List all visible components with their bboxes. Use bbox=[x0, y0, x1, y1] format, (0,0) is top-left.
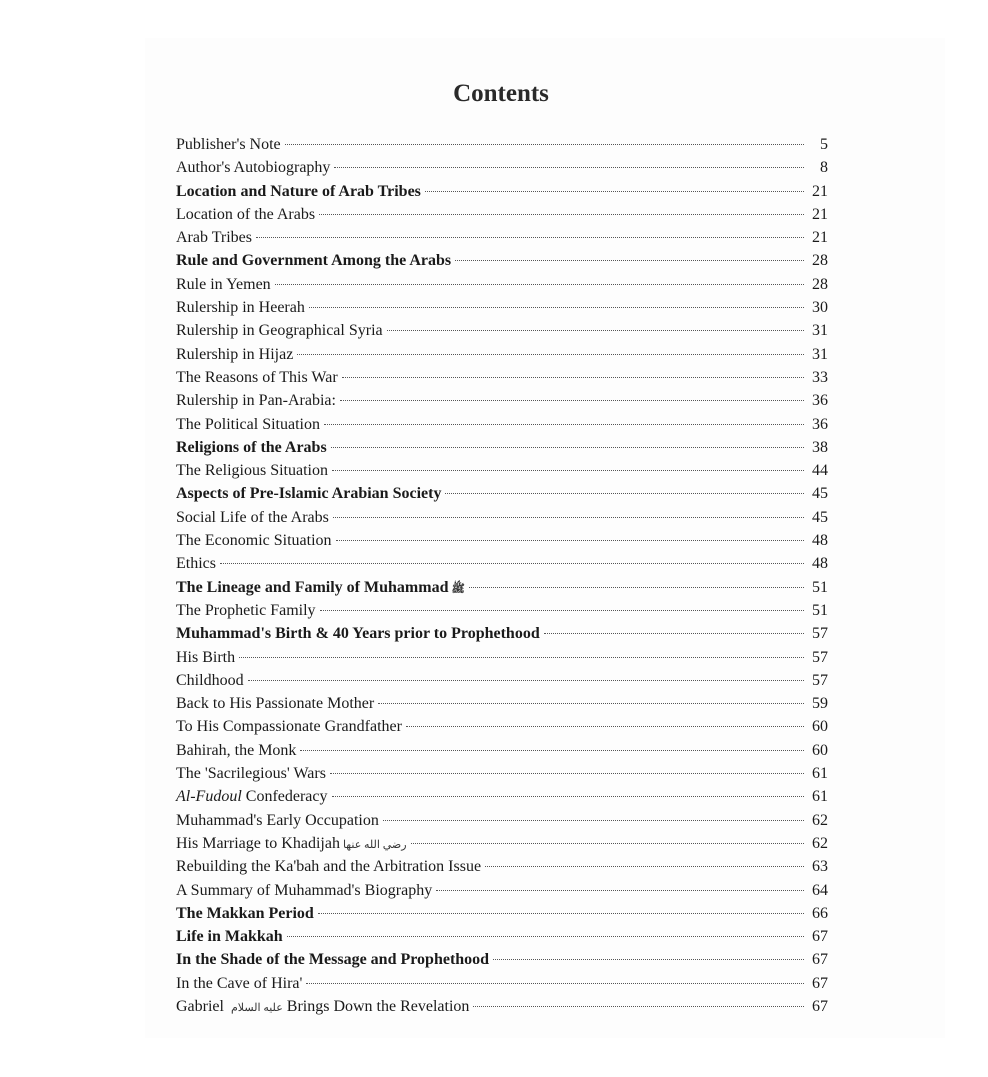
honorific-glyph: عليه السلام bbox=[230, 1001, 283, 1014]
toc-entry-title bbox=[176, 389, 336, 412]
toc-entry bbox=[176, 762, 828, 785]
toc-entry-title bbox=[176, 669, 244, 692]
toc-page-number: 44 bbox=[812, 462, 828, 480]
toc-section-heading bbox=[176, 249, 828, 272]
dot-leader bbox=[332, 470, 804, 471]
toc-entry-text: Arab Tribes bbox=[176, 229, 253, 247]
toc-entry-text: To His Compassionate Grandfather bbox=[176, 718, 402, 736]
toc-entry bbox=[176, 552, 828, 575]
toc-page-number: 28 bbox=[812, 252, 828, 270]
toc-page-number: 59 bbox=[812, 695, 828, 713]
toc-page-number: 51 bbox=[812, 601, 828, 619]
toc-entry-text: Rule in Yemen bbox=[176, 275, 271, 293]
toc-entry-title bbox=[176, 715, 402, 738]
dot-leader bbox=[297, 354, 804, 355]
toc-entry-text: Social Life of the Arabs bbox=[176, 508, 329, 526]
toc-entry bbox=[176, 995, 828, 1018]
toc-entry-text: The Makkan Period bbox=[176, 904, 314, 922]
toc-entry-text: Childhood bbox=[176, 671, 244, 689]
toc-entry-title bbox=[176, 832, 407, 857]
dot-leader bbox=[383, 820, 804, 821]
toc-page-number: 57 bbox=[812, 671, 828, 689]
toc-section-heading bbox=[176, 622, 828, 645]
toc-entry-text: Rebuilding the Ka'bah and the Arbitration Issue bbox=[176, 858, 482, 876]
dot-leader bbox=[320, 610, 804, 611]
toc-entry bbox=[176, 296, 828, 319]
toc-page-number: 61 bbox=[812, 788, 828, 806]
toc-entry-title bbox=[176, 948, 489, 971]
toc-entry-title bbox=[176, 529, 332, 552]
toc-entry-title bbox=[176, 785, 328, 808]
toc-entry bbox=[176, 692, 828, 715]
toc-page-number: 36 bbox=[812, 392, 828, 410]
toc-entry-text: The 'Sacrilegious' Wars bbox=[176, 765, 326, 783]
toc-entry bbox=[176, 599, 828, 622]
dot-leader bbox=[332, 796, 805, 797]
toc-page-number: 62 bbox=[812, 834, 828, 852]
toc-entry bbox=[176, 203, 828, 226]
dot-leader bbox=[319, 214, 804, 215]
toc-entry-title bbox=[176, 692, 374, 715]
toc-entry-text: Bahirah, the Monk bbox=[176, 741, 297, 759]
toc-entry-text: Rulership in Pan-Arabia: bbox=[176, 392, 336, 410]
toc-entry-title bbox=[176, 133, 281, 156]
toc-entry-text: Rule and Government Among the Arabs bbox=[176, 252, 452, 270]
toc-page-number: 67 bbox=[812, 951, 828, 969]
table-of-contents bbox=[176, 133, 828, 1018]
toc-page-number: 57 bbox=[812, 625, 828, 643]
toc-page-number: 51 bbox=[812, 578, 828, 596]
toc-entry-text: The Lineage and Family of Muhammad bbox=[176, 578, 449, 596]
toc-entry bbox=[176, 459, 828, 482]
toc-entry bbox=[176, 785, 828, 808]
toc-entry-italic-prefix: Al-Fudoul bbox=[176, 788, 242, 806]
toc-entry-title bbox=[176, 855, 481, 878]
dot-leader bbox=[300, 750, 804, 751]
toc-page-number: 5 bbox=[820, 136, 828, 153]
dot-leader bbox=[340, 400, 804, 401]
dot-leader bbox=[342, 377, 804, 378]
toc-entry-title bbox=[176, 902, 314, 925]
toc-entry-title bbox=[176, 436, 327, 459]
toc-page-number: 45 bbox=[812, 485, 828, 503]
toc-entry-text: Author's Autobiography bbox=[176, 159, 331, 177]
honorific-glyph: ﷺ bbox=[451, 582, 465, 595]
toc-section-heading bbox=[176, 576, 828, 599]
toc-entry-text: The Prophetic Family bbox=[176, 601, 316, 619]
toc-page-number: 31 bbox=[812, 345, 828, 363]
toc-entry-text: Religions of the Arabs bbox=[176, 438, 327, 456]
toc-entry-title bbox=[176, 646, 235, 669]
toc-entry-title bbox=[176, 552, 216, 575]
toc-entry-title bbox=[176, 319, 383, 342]
toc-page-number: 21 bbox=[812, 205, 828, 223]
toc-page-number: 45 bbox=[812, 508, 828, 526]
dot-leader bbox=[248, 680, 804, 681]
toc-entry-text: The Political Situation bbox=[176, 415, 320, 433]
toc-entry-title bbox=[176, 156, 330, 179]
honorific-glyph: رضي الله عنها bbox=[342, 838, 407, 851]
toc-entry-text: A Summary of Muhammad's Biography bbox=[176, 881, 433, 899]
toc-entry-title bbox=[176, 622, 540, 645]
toc-page-number: 31 bbox=[812, 322, 828, 340]
toc-entry-title bbox=[176, 459, 328, 482]
dot-leader bbox=[324, 424, 804, 425]
toc-entry-text-suffix: Brings Down the Revelation bbox=[282, 997, 470, 1015]
toc-entry-title bbox=[176, 226, 252, 249]
toc-page-number: 60 bbox=[812, 718, 828, 736]
toc-page-number: 66 bbox=[812, 904, 828, 922]
dot-leader bbox=[333, 517, 804, 518]
toc-entry-title bbox=[176, 925, 283, 948]
toc-section-heading bbox=[176, 902, 828, 925]
toc-section-heading bbox=[176, 180, 828, 203]
toc-page-number: 21 bbox=[812, 229, 828, 247]
dot-leader bbox=[306, 983, 804, 984]
dot-leader bbox=[336, 540, 804, 541]
toc-page-number: 48 bbox=[812, 555, 828, 573]
toc-entry-title bbox=[176, 296, 305, 319]
toc-page-number: 61 bbox=[812, 765, 828, 783]
dot-leader bbox=[285, 144, 804, 145]
toc-entry bbox=[176, 319, 828, 342]
toc-page-number: 60 bbox=[812, 741, 828, 759]
toc-entry-text: The Economic Situation bbox=[176, 532, 332, 550]
toc-page-number: 67 bbox=[812, 974, 828, 992]
dot-leader bbox=[445, 493, 804, 494]
toc-entry-title bbox=[176, 739, 296, 762]
toc-entry-title bbox=[176, 180, 421, 203]
toc-entry-title bbox=[176, 366, 338, 389]
toc-section-heading bbox=[176, 925, 828, 948]
toc-entry bbox=[176, 529, 828, 552]
toc-page-number: 38 bbox=[812, 438, 828, 456]
toc-entry-title bbox=[176, 576, 465, 601]
toc-entry-text: Rulership in Hijaz bbox=[176, 345, 294, 363]
dot-leader bbox=[425, 191, 804, 192]
dot-leader bbox=[331, 447, 804, 448]
toc-entry-title bbox=[176, 995, 469, 1020]
dot-leader bbox=[220, 563, 804, 564]
dot-leader bbox=[287, 936, 804, 937]
toc-page-number: 33 bbox=[812, 368, 828, 386]
toc-entry-title bbox=[176, 273, 271, 296]
toc-entry-title bbox=[176, 599, 316, 622]
toc-entry-title bbox=[176, 762, 326, 785]
toc-entry bbox=[176, 855, 828, 878]
toc-entry-title bbox=[176, 203, 315, 226]
toc-section-heading bbox=[176, 482, 828, 505]
toc-entry bbox=[176, 156, 828, 179]
toc-page-number: 67 bbox=[812, 997, 828, 1015]
toc-entry bbox=[176, 809, 828, 832]
dot-leader bbox=[455, 260, 804, 261]
toc-section-heading bbox=[176, 948, 828, 971]
toc-page-number: 8 bbox=[820, 159, 828, 177]
toc-page-number: 48 bbox=[812, 532, 828, 550]
dot-leader bbox=[469, 587, 804, 588]
toc-entry-title bbox=[176, 413, 320, 436]
toc-entry-title bbox=[176, 482, 441, 505]
toc-entry-title bbox=[176, 249, 451, 272]
toc-section-heading bbox=[176, 436, 828, 459]
toc-entry-text: The Reasons of This War bbox=[176, 368, 338, 386]
toc-page-number: 67 bbox=[812, 928, 828, 946]
toc-entry bbox=[176, 413, 828, 436]
dot-leader bbox=[485, 866, 804, 867]
toc-entry bbox=[176, 133, 828, 156]
toc-entry-title bbox=[176, 879, 432, 902]
toc-entry-text: Location and Nature of Arab Tribes bbox=[176, 182, 421, 200]
toc-entry-text: Muhammad's Early Occupation bbox=[176, 811, 379, 829]
toc-entry-text: His Marriage to Khadijah bbox=[176, 834, 340, 852]
toc-entry-title bbox=[176, 972, 302, 995]
toc-entry bbox=[176, 669, 828, 692]
toc-entry bbox=[176, 832, 828, 855]
toc-entry-text: Publisher's Note bbox=[176, 136, 281, 153]
dot-leader bbox=[309, 307, 804, 308]
toc-entry-text: His Birth bbox=[176, 648, 236, 666]
dot-leader bbox=[334, 167, 804, 168]
toc-page-number: 64 bbox=[812, 881, 828, 899]
toc-entry-text: Confederacy bbox=[245, 788, 328, 806]
dot-leader bbox=[544, 633, 804, 634]
dot-leader bbox=[411, 843, 804, 844]
toc-page-number: 28 bbox=[812, 275, 828, 293]
dot-leader bbox=[406, 726, 804, 727]
toc-entry bbox=[176, 343, 828, 366]
toc-entry-text: In the Cave of Hira' bbox=[176, 974, 303, 992]
toc-entry bbox=[176, 715, 828, 738]
toc-entry-title bbox=[176, 809, 379, 832]
toc-page-number: 57 bbox=[812, 648, 828, 666]
toc-entry bbox=[176, 646, 828, 669]
dot-leader bbox=[387, 330, 804, 331]
dot-leader bbox=[436, 890, 804, 891]
toc-entry-title bbox=[176, 343, 293, 366]
toc-page-number: 62 bbox=[812, 811, 828, 829]
dot-leader bbox=[275, 284, 804, 285]
toc-entry-text: Ethics bbox=[176, 555, 216, 573]
toc-entry bbox=[176, 879, 828, 902]
dot-leader bbox=[473, 1006, 804, 1007]
toc-entry-title bbox=[176, 506, 329, 529]
dot-leader bbox=[239, 657, 804, 658]
toc-page-number: 63 bbox=[812, 858, 828, 876]
toc-entry bbox=[176, 389, 828, 412]
toc-entry-text: Location of the Arabs bbox=[176, 205, 316, 223]
toc-entry-text: Life in Makkah bbox=[176, 928, 283, 946]
toc-entry bbox=[176, 506, 828, 529]
dot-leader bbox=[318, 913, 804, 914]
toc-entry bbox=[176, 739, 828, 762]
dot-leader bbox=[330, 773, 804, 774]
toc-entry bbox=[176, 366, 828, 389]
toc-entry-text: Aspects of Pre-Islamic Arabian Society bbox=[176, 485, 442, 503]
page-title: Contents bbox=[453, 80, 549, 107]
toc-page-number: 30 bbox=[812, 299, 828, 317]
toc-entry-text: Rulership in Heerah bbox=[176, 299, 305, 317]
toc-entry-text: Back to His Passionate Mother bbox=[176, 695, 375, 713]
toc-entry bbox=[176, 972, 828, 995]
toc-page-number: 21 bbox=[812, 182, 828, 200]
toc-entry bbox=[176, 226, 828, 249]
dot-leader bbox=[493, 959, 804, 960]
toc-entry-text: The Religious Situation bbox=[176, 462, 328, 480]
toc-entry-text: In the Shade of the Message and Prophethood bbox=[176, 951, 490, 969]
toc-entry-text: Muhammad's Birth & 40 Years prior to Prophethood bbox=[176, 625, 540, 643]
dot-leader bbox=[256, 237, 804, 238]
toc-entry-text: Rulership in Geographical Syria bbox=[176, 322, 383, 340]
toc-page-number: 36 bbox=[812, 415, 828, 433]
toc-entry-text: Gabriel bbox=[176, 997, 224, 1015]
dot-leader bbox=[378, 703, 804, 704]
toc-entry bbox=[176, 273, 828, 296]
